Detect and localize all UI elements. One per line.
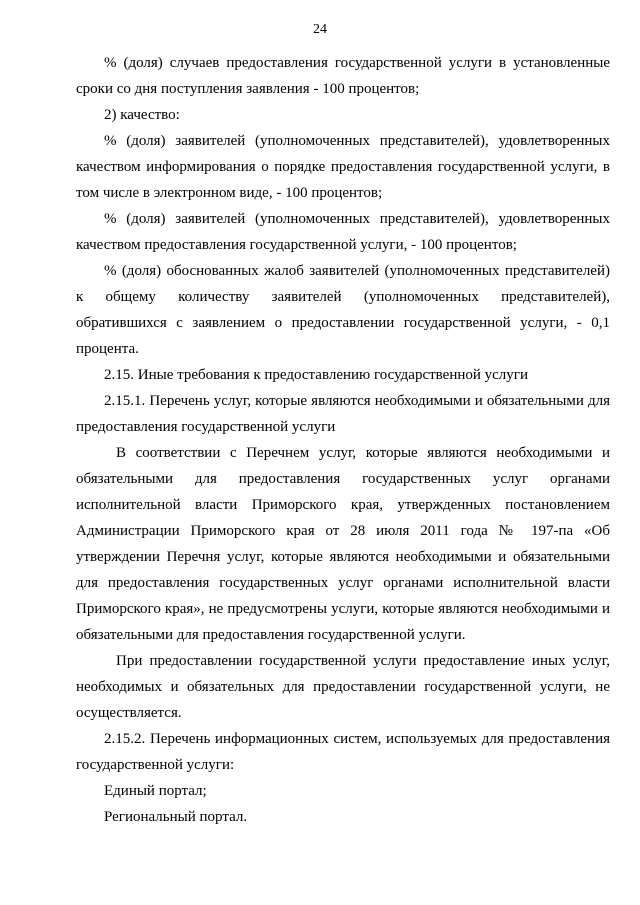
document-body — [76, 50, 610, 830]
page-number: 24 — [313, 22, 327, 37]
paragraph-informing-satisfaction: % (доля) заявителей (уполномоченных представителей), удовлетворенных качеством информирования о порядке предоставления государственной услуги, в том числе в электронном виде, - 100 процентов; — [76, 133, 610, 201]
list-item-unified-portal: Единый портал; — [104, 783, 207, 799]
list-item-regional-portal: Региональный портал. — [104, 809, 248, 825]
section-heading-2-15-2: 2.15.2. Перечень информационных систем, используемых для предоставления государственной услуги: — [76, 731, 610, 773]
paragraph-timeliness-share: % (доля) случаев предоставления государственной услуги в установленные сроки со дня поступления заявления - 100 процентов; — [76, 55, 610, 97]
paragraph-service-satisfaction: % (доля) заявителей (уполномоченных представителей), удовлетворенных качеством предоставления государственной услуги, - 100 процентов; — [76, 211, 610, 253]
paragraph-quality-heading: 2) качество: — [104, 107, 180, 123]
paragraph-required-services-list: В соответствии с Перечнем услуг, которые являются необходимыми и обязательными для предоставления государственных услуг органами исполнительной власти Приморского края, утвержденных постановлением Администрации Приморского края от 28 июля 2011 года № 197-па «Об утверждении Перечня услуг, которые являются необходимыми и обязательными для предоставления государственных услуг органами исполнительной власти Приморского края», не предусмотрены услуги, которые являются необходимыми и обязательными для предоставления государственной услуги. — [76, 445, 610, 643]
section-heading-2-15: 2.15. Иные требования к предоставлению государственной услуги — [104, 367, 528, 383]
paragraph-complaints-share: % (доля) обоснованных жалоб заявителей (уполномоченных представителей) к общему количеству заявителей (уполномоченных представителей), обратившихся с заявлением о предоставлении государственной услуги, - 0,1 процента. — [76, 263, 610, 357]
section-heading-2-15-1: 2.15.1. Перечень услуг, которые являются необходимыми и обязательными для предоставления государственной услуги — [76, 393, 610, 435]
paragraph-other-services: При предоставлении государственной услуги предоставление иных услуг, необходимых и обязательных для предоставлении государственной услуги, не осуществляется. — [76, 653, 610, 721]
